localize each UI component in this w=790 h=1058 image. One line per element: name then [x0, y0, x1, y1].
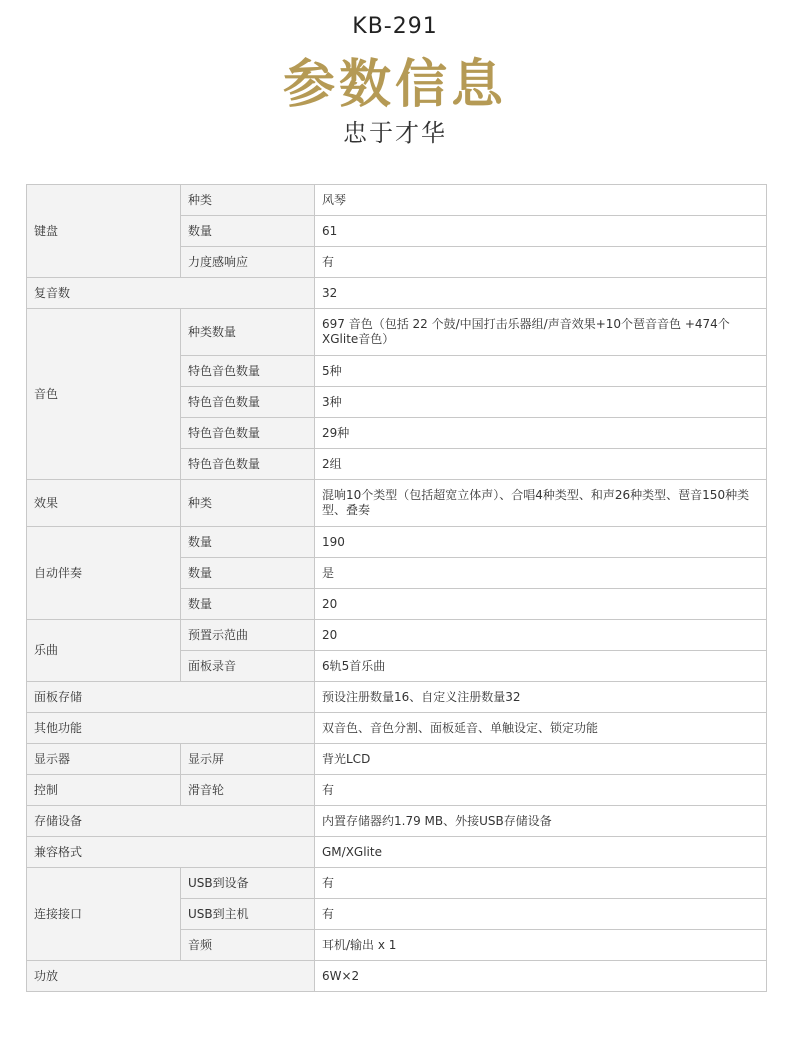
category-storage: 存储设备 [27, 806, 315, 837]
spec-value: 有 [315, 899, 767, 930]
category-format: 兼容格式 [27, 837, 315, 868]
spec-label: 数量 [181, 589, 315, 620]
spec-value: GM/XGlite [315, 837, 767, 868]
spec-value: 背光LCD [315, 744, 767, 775]
table-row [27, 480, 767, 527]
spec-label: 特色音色数量 [181, 418, 315, 449]
spec-value: 2组 [315, 449, 767, 480]
spec-label: 数量 [181, 216, 315, 247]
spec-value: 耳机/输出 x 1 [315, 930, 767, 961]
spec-value: 双音色、音色分割、面板延音、单触设定、锁定功能 [315, 713, 767, 744]
spec-value: 3种 [315, 387, 767, 418]
spec-label: 预置示范曲 [181, 620, 315, 651]
table-row [27, 682, 767, 713]
spec-value: 190 [315, 527, 767, 558]
table-row [27, 309, 767, 356]
spec-label: USB到设备 [181, 868, 315, 899]
spec-label: 数量 [181, 558, 315, 589]
spec-value: 是 [315, 558, 767, 589]
table-row [27, 744, 767, 775]
spec-label: 特色音色数量 [181, 356, 315, 387]
spec-value: 风琴 [315, 185, 767, 216]
spec-value: 内置存储器约1.79 MB、外接USB存储设备 [315, 806, 767, 837]
model-number: KB-291 [352, 14, 438, 39]
category-display: 显示器 [27, 744, 181, 775]
table-row [27, 527, 767, 558]
spec-value: 20 [315, 620, 767, 651]
spec-label: 显示屏 [181, 744, 315, 775]
spec-value: 61 [315, 216, 767, 247]
category-amplifier: 功放 [27, 961, 315, 992]
spec-value: 有 [315, 775, 767, 806]
spec-value: 697 音色（包括 22 个鼓/中国打击乐器组/声音效果+10个琶音音色 +474个XGlite音色） [315, 309, 767, 356]
spec-label: 力度感响应 [181, 247, 315, 278]
table-row [27, 868, 767, 899]
spec-label: 滑音轮 [181, 775, 315, 806]
category-songs: 乐曲 [27, 620, 181, 682]
spec-label: 种类数量 [181, 309, 315, 356]
category-polyphony: 复音数 [27, 278, 315, 309]
spec-value: 有 [315, 868, 767, 899]
category-keyboard: 键盘 [27, 185, 181, 278]
spec-value: 预设注册数量16、自定义注册数量32 [315, 682, 767, 713]
spec-label: 数量 [181, 527, 315, 558]
category-control: 控制 [27, 775, 181, 806]
spec-label: 种类 [181, 185, 315, 216]
spec-label: 特色音色数量 [181, 449, 315, 480]
category-accompaniment: 自动伴奏 [27, 527, 181, 620]
spec-label: 面板录音 [181, 651, 315, 682]
spec-value: 6W×2 [315, 961, 767, 992]
category-voice: 音色 [27, 309, 181, 480]
table-row [27, 278, 767, 309]
spec-value: 29种 [315, 418, 767, 449]
spec-value: 20 [315, 589, 767, 620]
page-title: 参数信息 [282, 55, 507, 115]
spec-label: 种类 [181, 480, 315, 527]
spec-value: 6轨5首乐曲 [315, 651, 767, 682]
table-row [27, 713, 767, 744]
spec-table [26, 184, 767, 992]
spec-value: 32 [315, 278, 767, 309]
spec-label: 音频 [181, 930, 315, 961]
category-connectors: 连接接口 [27, 868, 181, 961]
slogan: 忠于才华 [343, 119, 447, 147]
spec-value: 有 [315, 247, 767, 278]
spec-label: USB到主机 [181, 899, 315, 930]
table-row [27, 806, 767, 837]
category-effects: 效果 [27, 480, 181, 527]
spec-value: 5种 [315, 356, 767, 387]
category-other: 其他功能 [27, 713, 315, 744]
table-row [27, 185, 767, 216]
category-registration: 面板存储 [27, 682, 315, 713]
table-row [27, 837, 767, 868]
spec-label: 特色音色数量 [181, 387, 315, 418]
table-row [27, 775, 767, 806]
spec-value: 混响10个类型（包括超宽立体声）、合唱4种类型、和声26种类型、琶音150种类型、叠奏 [315, 480, 767, 527]
table-row [27, 620, 767, 651]
table-row [27, 961, 767, 992]
